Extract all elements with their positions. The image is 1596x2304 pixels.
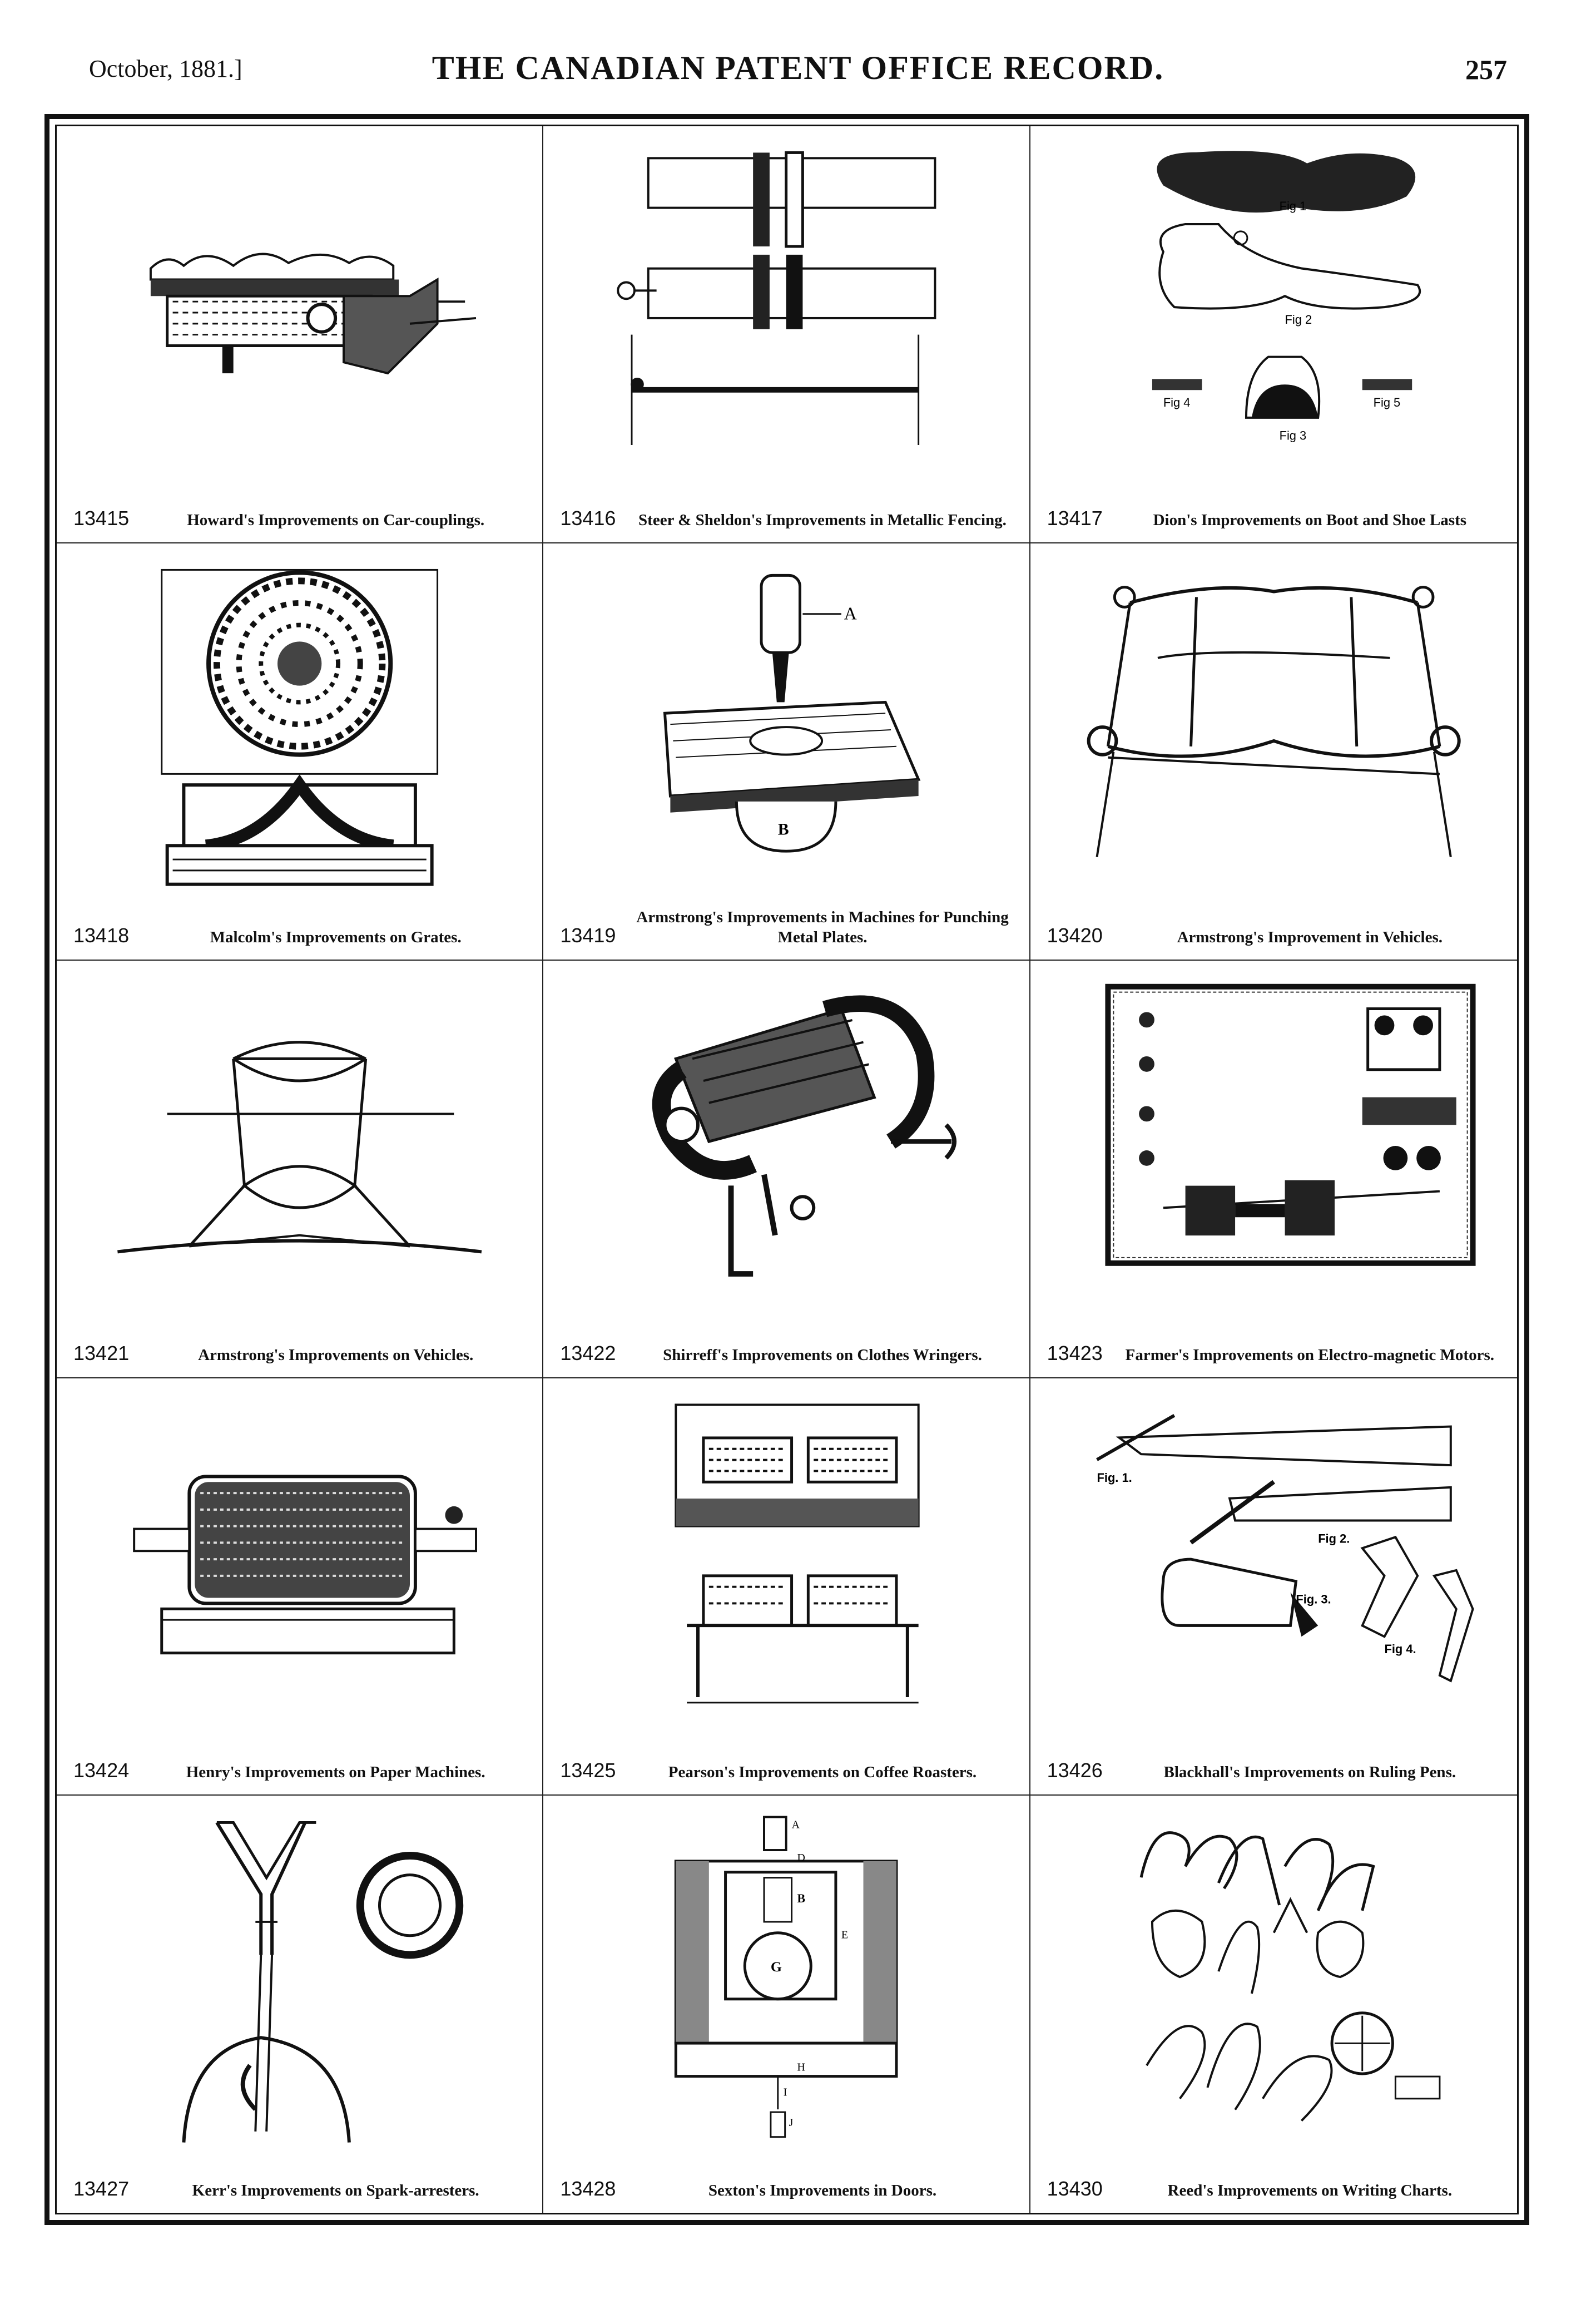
patent-cell: [57, 961, 543, 1378]
vehicle-frame-drawing-icon: [1053, 555, 1495, 894]
paper-machine-drawing-icon: [79, 1390, 520, 1729]
patent-title: Dion's Improvements on Boot and Shoe Lasts: [1153, 511, 1467, 530]
svg-text:Fig 2.: Fig 2.: [1317, 1531, 1350, 1545]
svg-text:B: B: [778, 820, 789, 839]
svg-text:B: B: [797, 1892, 806, 1906]
patent-cell: [543, 1378, 1030, 1796]
svg-text:E: E: [841, 1929, 849, 1941]
patent-title: Henry's Improvements on Paper Machines.: [186, 1763, 485, 1781]
patent-cell: [543, 1796, 1030, 2213]
patent-title: Malcolm's Improvements on Grates.: [210, 928, 462, 947]
patent-cell: [1030, 126, 1517, 543]
patent-title: Armstrong's Improvements in Machines for Punching Metal Plates.: [636, 908, 1009, 947]
patent-cell: [543, 543, 1030, 961]
publication-title: THE CANADIAN PATENT OFFICE RECORD.: [432, 50, 1164, 86]
punching-machine-drawing-icon: [566, 555, 1007, 894]
patent-number: 13416: [560, 507, 616, 530]
ruling-pen-drawing-icon: [1053, 1390, 1495, 1729]
patent-number: 13427: [73, 2177, 130, 2200]
patent-cell: [57, 126, 543, 543]
patent-cell: [57, 1796, 543, 2213]
svg-text:Fig 4: Fig 4: [1163, 395, 1191, 410]
svg-text:Fig. 1.: Fig. 1.: [1097, 1470, 1132, 1485]
patent-title: Farmer's Improvements on Electro-magnetic Motors.: [1125, 1346, 1494, 1364]
door-drawing-icon: [566, 1807, 1007, 2147]
patent-number: 13430: [1047, 2177, 1103, 2200]
patent-title: Howard's Improvements on Car-couplings.: [187, 511, 485, 530]
patent-number: 13415: [73, 507, 130, 530]
svg-text:A: A: [844, 604, 858, 624]
metallic-fencing-drawing-icon: [566, 137, 1007, 477]
electro-motor-drawing-icon: [1053, 972, 1495, 1311]
svg-text:A: A: [791, 1818, 800, 1831]
patent-title: Kerr's Improvements on Spark-arresters.: [192, 2182, 479, 2199]
svg-text:Fig 2: Fig 2: [1285, 312, 1312, 327]
svg-text:H: H: [797, 2061, 806, 2074]
patent-number: 13424: [73, 1758, 130, 1782]
patent-title: Armstrong's Improvement in Vehicles.: [1177, 928, 1443, 947]
patent-cell: [1030, 1378, 1517, 1796]
svg-text:D: D: [797, 1851, 806, 1864]
patent-title: Blackhall's Improvements on Ruling Pens.: [1163, 1763, 1456, 1781]
patent-number: 13428: [560, 2177, 616, 2200]
issue-date: October, 1881.]: [89, 55, 242, 82]
patent-number: 13419: [560, 924, 616, 947]
clothes-wringer-drawing-icon: [566, 972, 1007, 1311]
svg-text:I: I: [784, 2086, 787, 2099]
patent-cell: [543, 961, 1030, 1378]
svg-text:J: J: [789, 2116, 794, 2129]
patent-cell: [1030, 961, 1517, 1378]
patent-title: Shirreff's Improvements on Clothes Wringers.: [663, 1346, 982, 1364]
svg-text:Fig 1: Fig 1: [1279, 199, 1306, 214]
patent-number: 13420: [1047, 924, 1103, 947]
page-number: 257: [1465, 54, 1507, 85]
patent-number: 13423: [1047, 1341, 1103, 1364]
svg-text:Fig 3: Fig 3: [1279, 428, 1306, 443]
patent-number: 13418: [73, 924, 130, 947]
patent-number: 13422: [560, 1341, 616, 1364]
patent-number: 13425: [560, 1758, 616, 1782]
svg-text:Fig. 3.: Fig. 3.: [1296, 1592, 1331, 1606]
spark-arrester-drawing-icon: [79, 1807, 520, 2147]
car-coupling-drawing-icon: [79, 137, 520, 477]
page-header: [89, 49, 1507, 99]
patent-title: Pearson's Improvements on Coffee Roasters.: [668, 1763, 977, 1781]
patent-number: 13426: [1047, 1758, 1103, 1782]
svg-text:Fig 4.: Fig 4.: [1384, 1642, 1416, 1656]
patent-cell: [1030, 543, 1517, 961]
patent-number: 13417: [1047, 507, 1103, 530]
patent-title: Sexton's Improvements in Doors.: [708, 2182, 937, 2199]
patent-number: 13421: [73, 1341, 130, 1364]
writing-chart-drawing-icon: [1053, 1807, 1495, 2147]
svg-text:G: G: [771, 1958, 782, 1975]
patent-cell: [57, 1378, 543, 1796]
shoe-last-drawing-icon: [1053, 137, 1495, 477]
vehicle-springs-drawing-icon: [79, 972, 520, 1311]
patent-title: Steer & Sheldon's Improvements in Metallic Fencing.: [638, 511, 1007, 530]
patent-title: Armstrong's Improvements on Vehicles.: [198, 1346, 474, 1364]
svg-text:Fig 5: Fig 5: [1373, 395, 1400, 410]
patent-cell: [1030, 1796, 1517, 2213]
patent-cell: [57, 543, 543, 961]
coffee-roaster-drawing-icon: [566, 1390, 1007, 1729]
grate-drawing-icon: [79, 555, 520, 894]
patent-grid: [57, 126, 1517, 2213]
patent-cell: [543, 126, 1030, 543]
patent-title: Reed's Improvements on Writing Charts.: [1167, 2182, 1453, 2199]
patent-plate-frame: [44, 114, 1529, 2225]
